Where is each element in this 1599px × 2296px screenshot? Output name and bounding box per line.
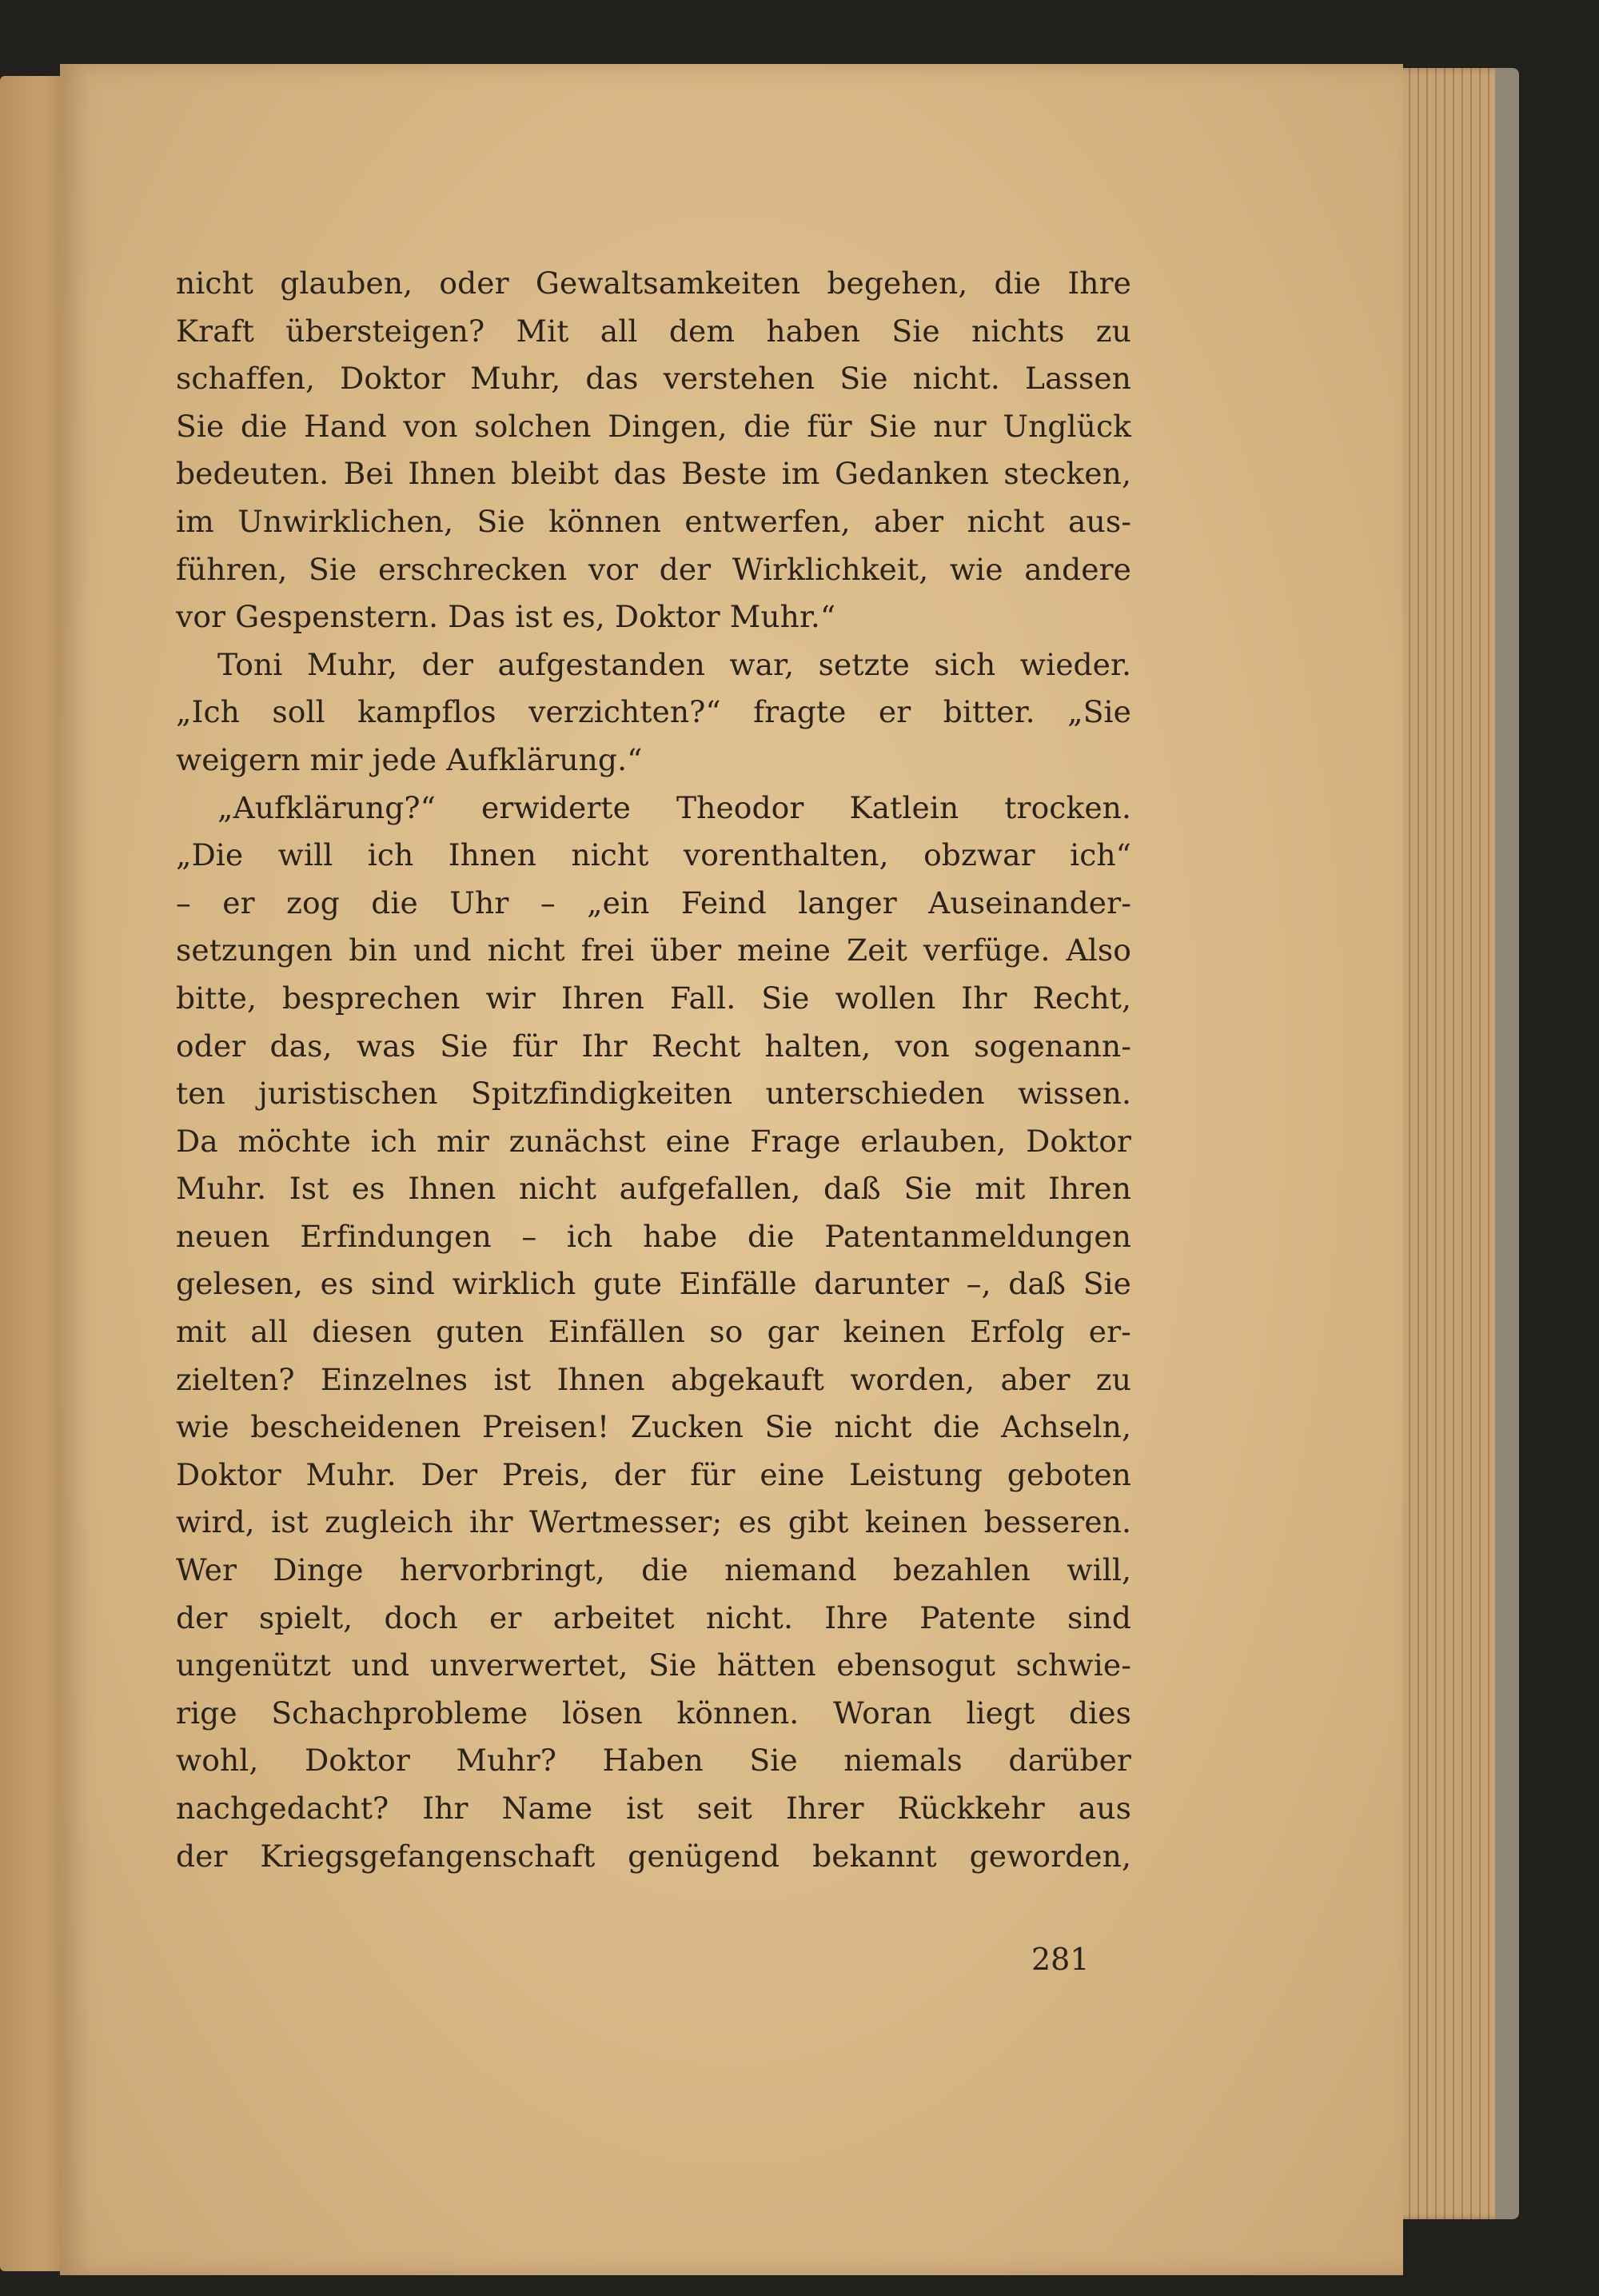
text-line: „Aufklärung?“ erwiderte Theodor Katlein trocken. [217,789,1131,825]
text-line: rige Schachprobleme lösen können. Woran liegt dies [176,1695,1131,1731]
text-line: gelesen, es sind wirklich gute Einfälle darunter –, daß Sie [176,1266,1131,1302]
text-line: schaffen, Doktor Muhr, das verstehen Sie nicht. Lassen [176,361,1131,397]
text-line: wohl, Doktor Muhr? Haben Sie niemals darüber [176,1743,1131,1779]
text-line: – er zog die Uhr – „ein Feind langer Auseinander- [176,884,1131,920]
text-line: nicht glauben, oder Gewaltsamkeiten begehen, die Ihre [176,266,1131,301]
text-line: Da möchte ich mir zunächst eine Frage erlauben, Doktor [176,1123,1131,1159]
text-line: im Unwirklichen, Sie können entwerfen, aber nicht aus- [176,503,1131,539]
text-line: mit all diesen guten Einfällen so gar keinen Erfolg er- [176,1314,1131,1350]
text-line: vor Gespenstern. Das ist es, Doktor Muhr.“ [176,599,836,635]
text-line: setzungen bin und nicht frei über meine Zeit verfüge. Also [176,932,1131,968]
book-cover-edge [1495,68,1519,2219]
text-line: wie bescheidenen Preisen! Zucken Sie nicht die Achseln, [176,1409,1131,1445]
text-line: bitte, besprechen wir Ihren Fall. Sie wollen Ihr Recht, [176,980,1131,1016]
text-line: Toni Muhr, der aufgestanden war, setzte sich wieder. [217,646,1131,682]
text-line: „Ich soll kampflos verzichten?“ fragte er bitter. „Sie [176,694,1131,730]
body-text [176,260,1131,1880]
text-line: führen, Sie erschrecken vor der Wirklichkeit, wie andere [176,551,1131,587]
text-line: Sie die Hand von solchen Dingen, die für Sie nur Unglück [176,408,1131,444]
text-line: ungenützt und unverwertet, Sie hätten ebensogut schwie- [176,1647,1131,1683]
text-line: Doktor Muhr. Der Preis, der für eine Leistung geboten [176,1456,1131,1492]
text-line: der Kriegsgefangenschaft genügend bekannt geworden, [176,1838,1131,1874]
text-line: neuen Erfindungen – ich habe die Patentanmeldungen [176,1218,1131,1254]
text-line: nachgedacht? Ihr Name ist seit Ihrer Rückkehr aus [176,1791,1131,1826]
text-line: Kraft übersteigen? Mit all dem haben Sie nichts zu [176,313,1131,349]
page-number: 281 [1031,1942,1090,1977]
text-line: wird, ist zugleich ihr Wertmesser; es gibt keinen besseren. [176,1504,1131,1540]
text-line: bedeuten. Bei Ihnen bleibt das Beste im Gedanken stecken, [176,456,1131,492]
text-line: „Die will ich Ihnen nicht vorenthalten, obzwar ich“ [176,837,1131,873]
text-line: ten juristischen Spitzfindigkeiten unterschieden wissen. [176,1076,1131,1112]
text-line: zielten? Einzelnes ist Ihnen abgekauft worden, aber zu [176,1361,1131,1397]
text-line: Muhr. Ist es Ihnen nicht aufgefallen, daß Sie mit Ihren [176,1171,1131,1207]
text-line: oder das, was Sie für Ihr Recht halten, von sogenann- [176,1028,1131,1064]
text-line: der spielt, doch er arbeitet nicht. Ihre Patente sind [176,1599,1131,1635]
text-line: weigern mir jede Aufklärung.“ [176,741,643,777]
text-line: Wer Dinge hervorbringt, die niemand bezahlen will, [176,1552,1131,1588]
